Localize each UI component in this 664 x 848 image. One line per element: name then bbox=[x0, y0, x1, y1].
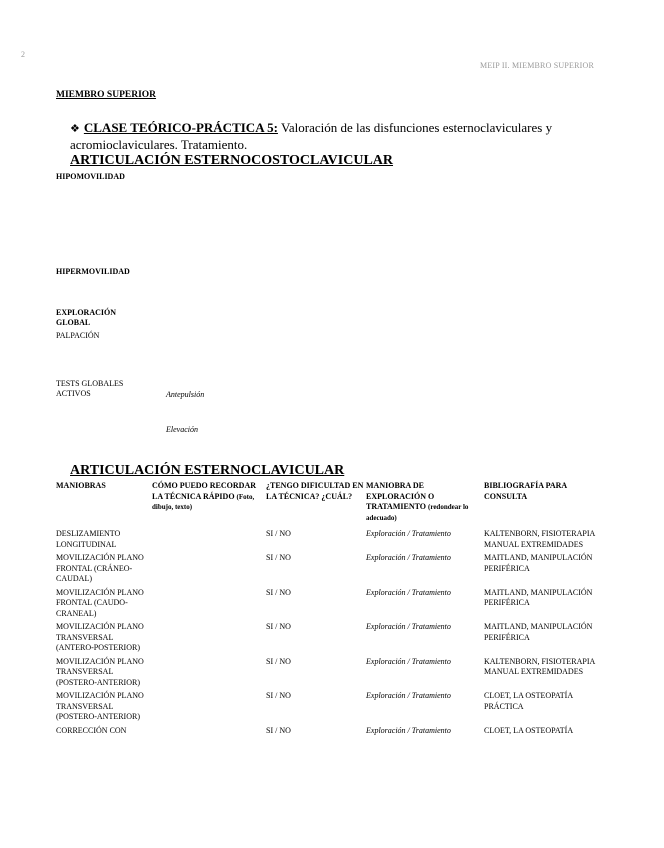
header-maniobras: MANIOBRAS bbox=[56, 481, 106, 490]
cell-expl: Exploración / Tratamiento bbox=[366, 587, 451, 597]
table-row bbox=[56, 529, 604, 553]
header-como-text: CÓMO PUEDO RECORDAR LA TÉCNICA RÁPIDO bbox=[152, 481, 256, 501]
cell-como bbox=[152, 529, 266, 553]
cell-maniobra: DESLIZAMIENTO LONGITUDINAL bbox=[56, 529, 121, 549]
cell-biblio: KALTENBORN, FISIOTERAPIA MANUAL EXTREMIDADES bbox=[484, 656, 595, 676]
cell-biblio: MAITLAND, MANIPULACIÓN PERIFÉRICA bbox=[484, 622, 593, 642]
palpacion-label: PALPACIÓN bbox=[56, 331, 100, 340]
cell-maniobra: MOVILIZACIÓN PLANO FRONTAL (CAUDO-CRANEAL) bbox=[56, 587, 144, 618]
section2-title: ARTICULACIÓN ESTERNOCLAVICULAR bbox=[70, 463, 345, 478]
header-biblio: BIBLIOGRAFÍA PARA CONSULTA bbox=[484, 481, 567, 501]
elevacion-label: Elevación bbox=[166, 425, 198, 434]
cell-sino: SI / NO bbox=[266, 656, 291, 666]
cell-expl: Exploración / Tratamiento bbox=[366, 529, 451, 538]
cell-como bbox=[152, 553, 266, 588]
table-row bbox=[56, 726, 604, 740]
section1-title: ARTICULACIÓN ESTERNOCOSTOCLAVICULAR bbox=[70, 153, 394, 168]
cell-sino: SI / NO bbox=[266, 553, 291, 562]
cell-sino: SI / NO bbox=[266, 529, 291, 538]
cell-como bbox=[152, 657, 266, 692]
cell-biblio: CLOET, LA OSTEOPATÍA bbox=[484, 725, 574, 735]
cell-expl: Exploración / Tratamiento bbox=[366, 622, 451, 631]
cell-sino: SI / NO bbox=[266, 725, 291, 735]
cell-expl: Exploración / Tratamiento bbox=[366, 725, 451, 735]
cell-biblio: MAITLAND, MANIPULACIÓN PERIFÉRICA bbox=[484, 553, 593, 573]
table-row bbox=[56, 691, 604, 726]
header-como-note: (Foto, dibujo, texto) bbox=[152, 492, 255, 511]
clase-paragraph bbox=[70, 120, 610, 152]
cell-maniobra: MOVILIZACIÓN PLANO TRANSVERSAL (POSTERO-ANTERIOR) bbox=[56, 656, 144, 687]
hipermovilidad-label: HIPERMOVILIDAD bbox=[56, 267, 130, 276]
cell-sino: SI / NO bbox=[266, 622, 291, 631]
hipomovilidad-label: HIPOMOVILIDAD bbox=[56, 172, 125, 181]
cell-expl: Exploración / Tratamiento bbox=[366, 691, 451, 700]
cell-biblio: MAITLAND, MANIPULACIÓN PERIFÉRICA bbox=[484, 587, 593, 607]
table-row bbox=[56, 622, 604, 657]
cell-biblio: KALTENBORN, FISIOTERAPIA MANUAL EXTREMIDADES bbox=[484, 529, 595, 549]
page-number: 2 bbox=[21, 50, 25, 59]
header-maniobra-text: MANIOBRA DE EXPLORACIÓN O TRATAMIENTO bbox=[366, 481, 435, 511]
clase-title: CLASE TEÓRICO-PRÁCTICA 5: bbox=[83, 120, 278, 135]
cell-biblio: CLOET, LA OSTEOPATÍA PRÁCTICA bbox=[484, 691, 573, 711]
table-row bbox=[56, 553, 604, 588]
cell-como bbox=[152, 691, 266, 726]
diamond-bullet-icon: ❖ bbox=[70, 123, 80, 135]
cell-como bbox=[152, 622, 266, 657]
cell-maniobra: MOVILIZACIÓN PLANO TRANSVERSAL (POSTERO-ANTERIOR) bbox=[56, 691, 144, 721]
antepulsion-label: Antepulsión bbox=[166, 390, 205, 399]
running-header: MEIP II. MIEMBRO SUPERIOR bbox=[480, 61, 595, 70]
cell-expl: Exploración / Tratamiento bbox=[366, 553, 451, 562]
clase-text: Valoración de las disfunciones esternoclaviculares y acromioclaviculares. Tratamiento. bbox=[70, 120, 553, 152]
cell-como bbox=[152, 588, 266, 623]
cell-maniobra: MOVILIZACIÓN PLANO FRONTAL (CRÁNEO-CAUDAL) bbox=[56, 553, 144, 583]
header-maniobra-expl bbox=[366, 481, 484, 529]
table-row bbox=[56, 657, 604, 692]
cell-maniobra: MOVILIZACIÓN PLANO TRANSVERSAL (ANTERO-POSTERIOR) bbox=[56, 622, 144, 652]
cell-sino: SI / NO bbox=[266, 587, 291, 597]
header-tengo: ¿TENGO DIFICULTAD EN LA TÉCNICA? ¿CUÁL? bbox=[266, 481, 364, 501]
table-header-row bbox=[56, 481, 604, 529]
cell-expl: Exploración / Tratamiento bbox=[366, 656, 451, 666]
header-como bbox=[152, 481, 266, 529]
header-maniobra-note: (redondear lo adecuado) bbox=[366, 503, 469, 522]
cell-como bbox=[152, 726, 266, 740]
section-heading: MIEMBRO SUPERIOR bbox=[56, 90, 157, 100]
cell-sino: SI / NO bbox=[266, 691, 291, 700]
cell-maniobra: CORRECCIÓN CON bbox=[56, 725, 127, 735]
maniobras-table bbox=[56, 481, 604, 739]
exploracion-global-label: EXPLORACIÓN GLOBAL bbox=[56, 308, 117, 327]
table-row bbox=[56, 588, 604, 623]
tests-globales-label: TESTS GLOBALES ACTIVOS bbox=[56, 379, 124, 398]
